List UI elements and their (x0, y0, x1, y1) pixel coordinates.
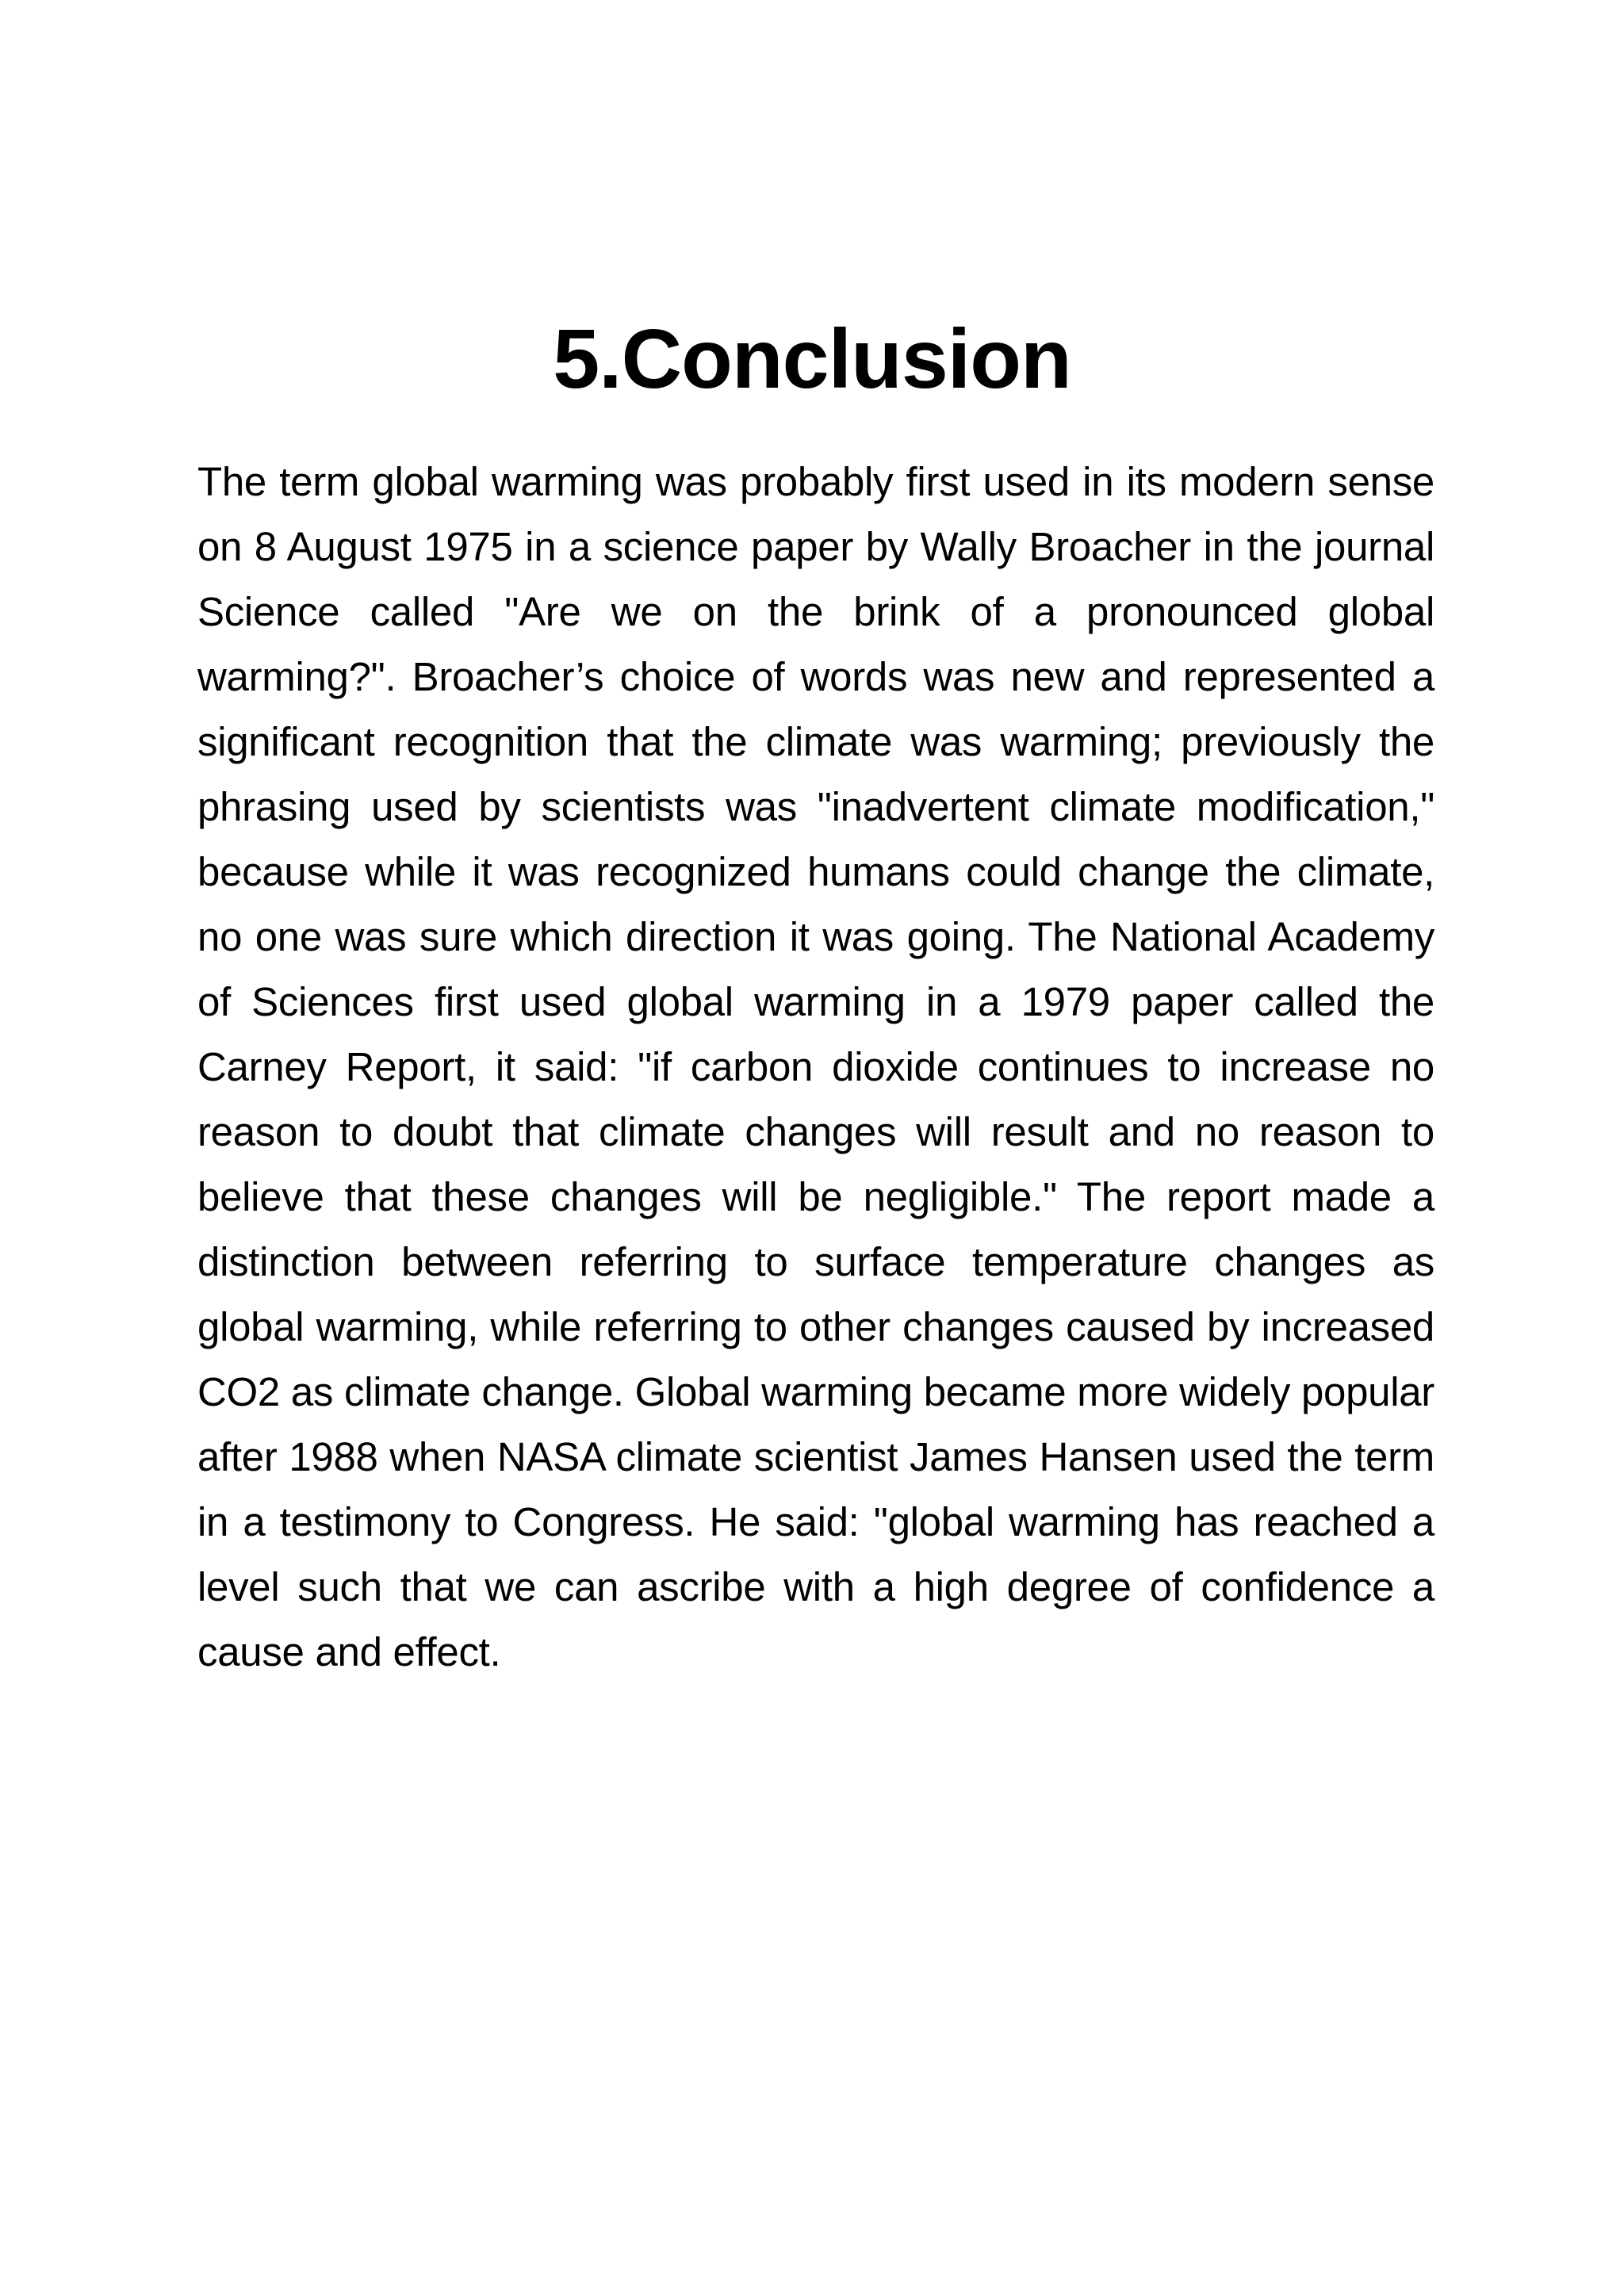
conclusion-paragraph: The term global warming was probably first used in its modern sense on 8 August 1975 in a science paper by Wally Broacher in the journal Science called "Are we on the brink of a pronounced global warming?". Broacher’s choice of words was new and represented a significant recognition that the climate was warming; previously the phrasing used by scientists was "inadvertent climate modification," because while it was recognized humans could change the climate, no one was sure which direction it was going. The National Academy of Sciences first used global warming in a 1979 paper called the Carney Report, it said: "if carbon dioxide continues to increase no reason to doubt that climate changes will result and no reason to believe that these changes will be negligible." The report made a distinction between referring to surface temperature changes as global warming, while referring to other changes caused by increased CO2 as climate change. Global warming became more widely popular after 1988 when NASA climate scientist James Hansen used the term in a testimony to Congress. He said: "global warming has reached a level such that we can ascribe with a high degree of confidence a cause and effect. (197, 459, 1434, 1674)
section-heading: 5.Conclusion (553, 312, 1071, 406)
